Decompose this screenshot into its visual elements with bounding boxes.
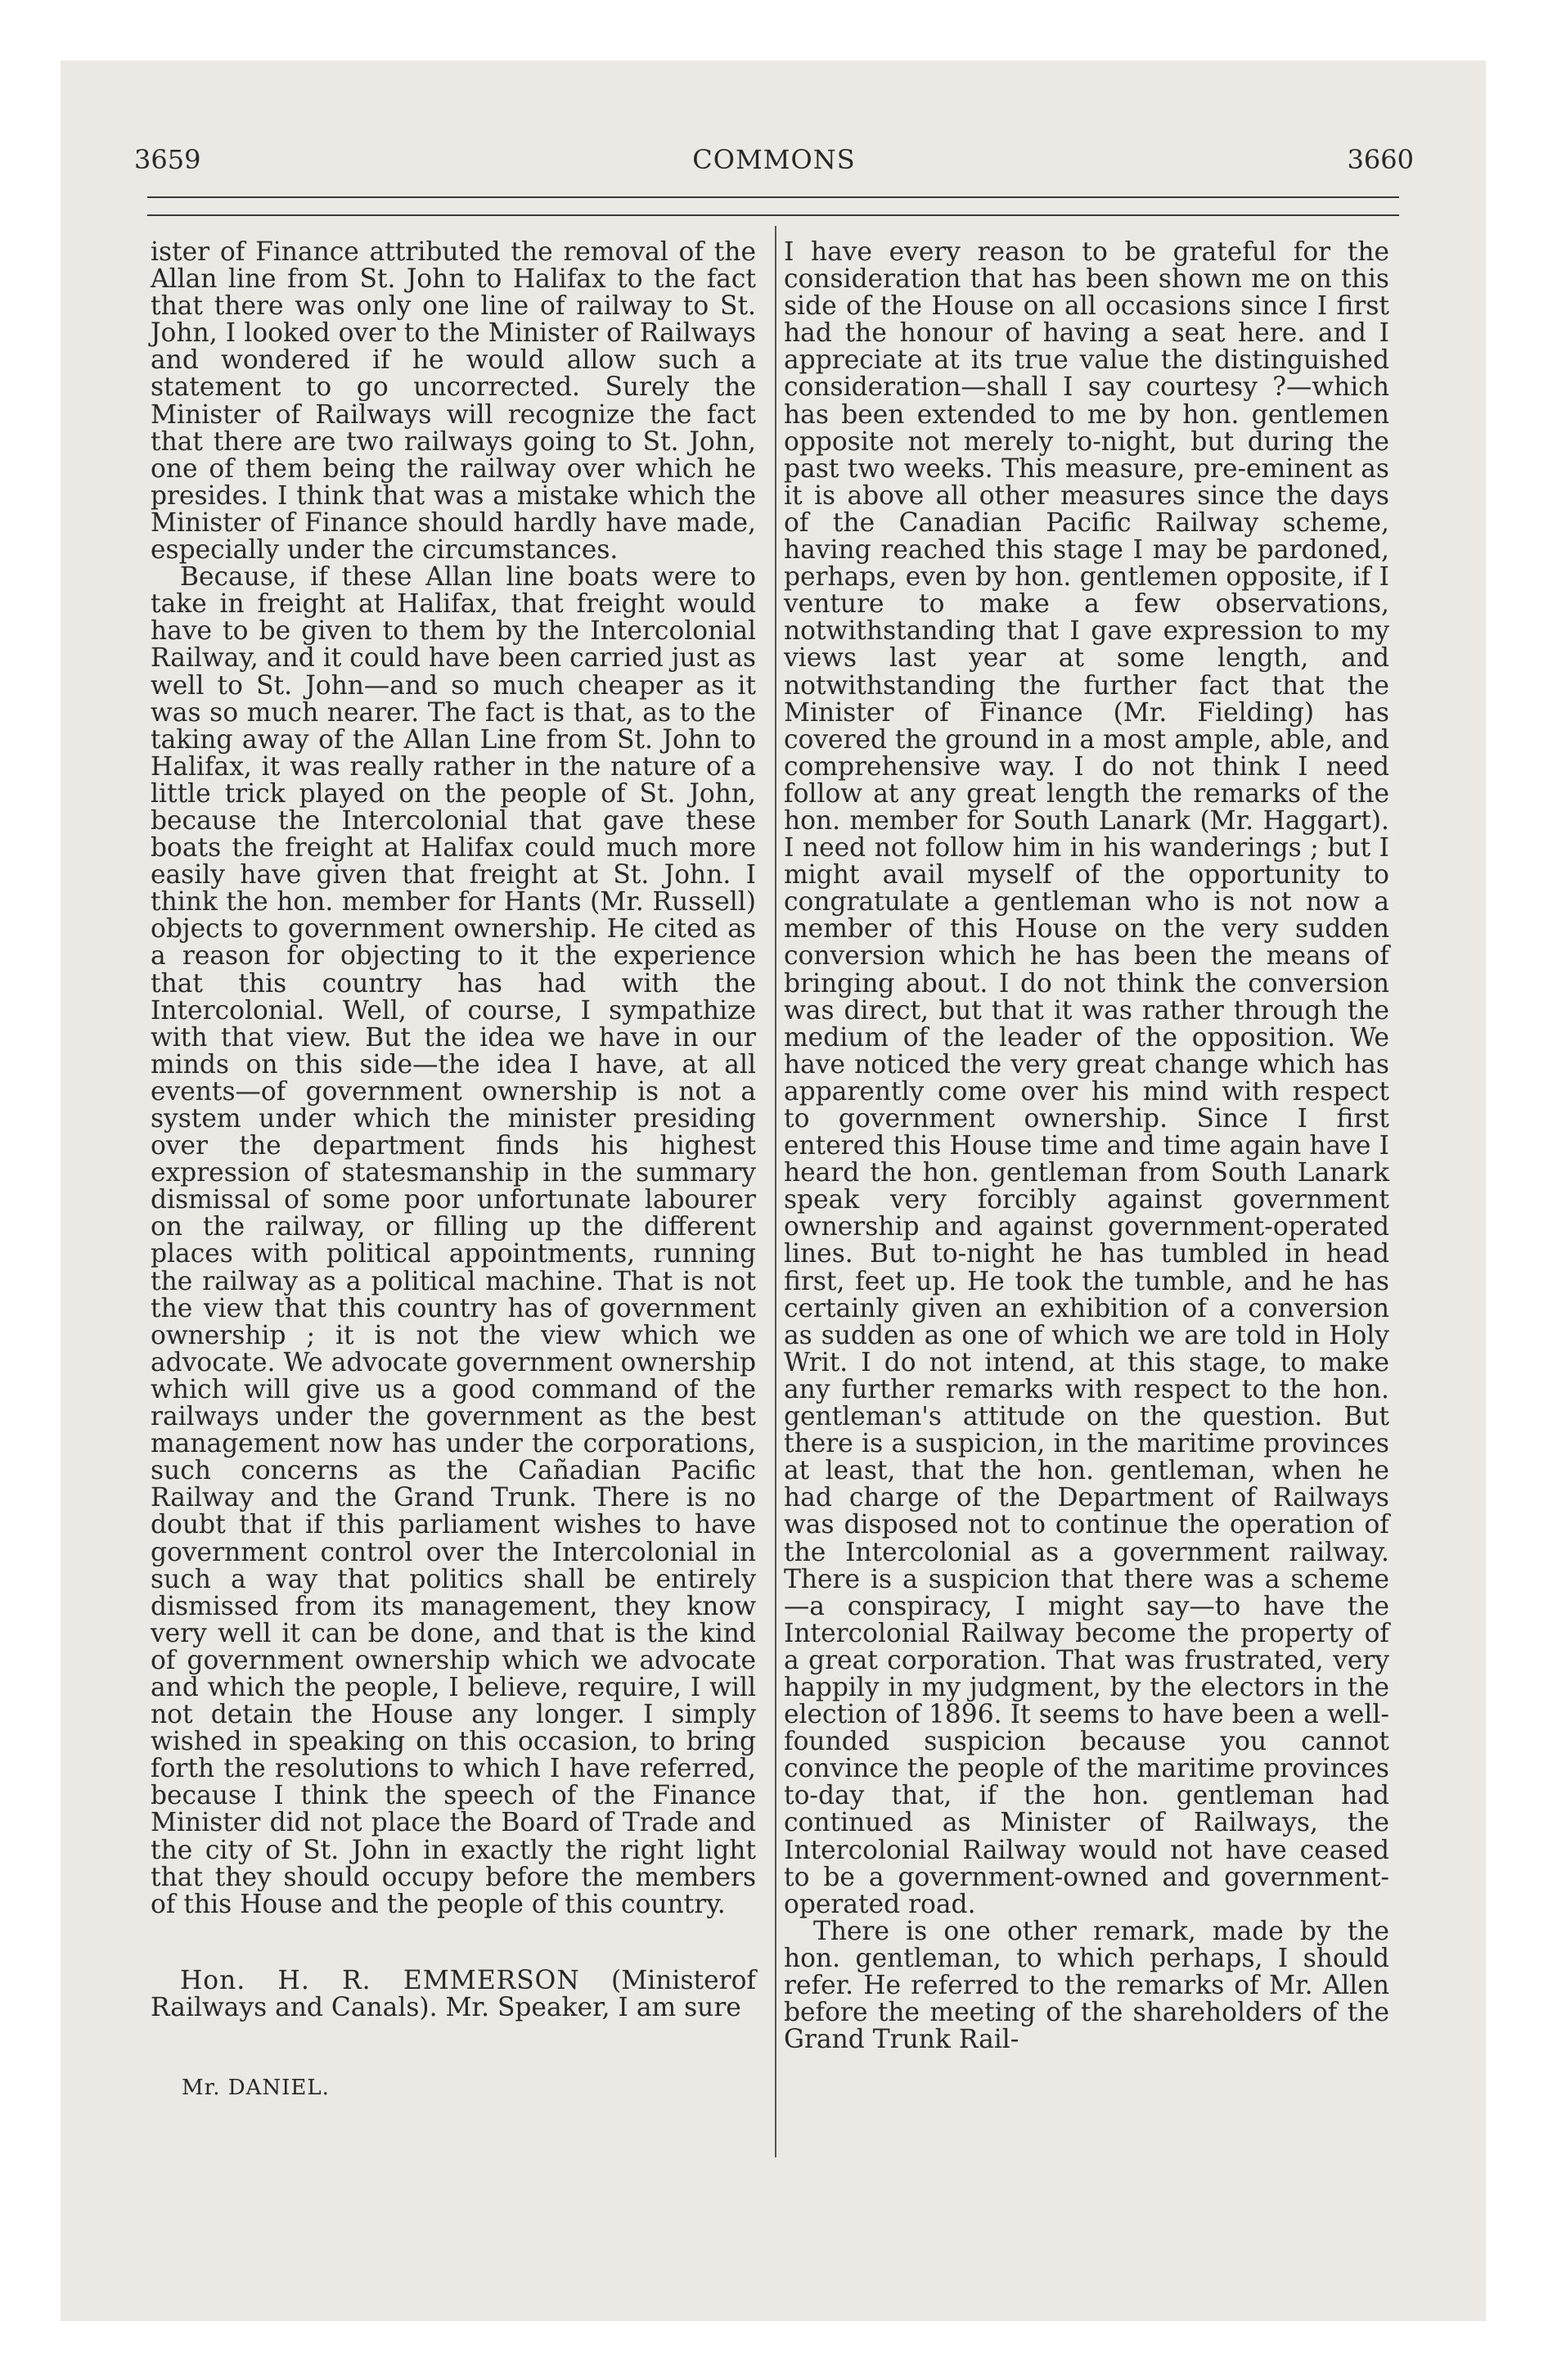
header-rule	[147, 196, 1399, 198]
speaker-text: (Ministerof Railways and Canals). Mr. Speaker, I am sure	[151, 1965, 756, 2022]
speaker-name: Hon. H. R. EMMERSON	[180, 1965, 580, 1995]
footer-name: Mr. DANIEL.	[182, 2076, 330, 2100]
speaker-paragraph	[151, 1965, 756, 2022]
left-paragraph-1: ister of Finance attributed the removal of the Allan line from St. John to Halifax to the fact that there was only one line of railway to St. John, I looked over to the Minister of Railways and wondered if he would allow such a statement to go uncorrected. Surely the Minister of Railways will recognize the fact that there are two railways going to St. John, one of them being the railway over which he presides. I think that was a mistake which the Minister of Finance should hardly have made, especially under the circumstances.	[151, 237, 756, 566]
header-rule-lower	[147, 214, 1399, 216]
column-divider	[775, 226, 776, 2157]
right-column	[784, 239, 1389, 2053]
left-column	[151, 239, 756, 2022]
left-page-number: 3659	[134, 144, 201, 175]
left-paragraph-2: Because, if these Allan line boats were to take in freight at Halifax, that freight would have to be given to them by the Intercolonial Railway, and it could have been carried just as well to St. John—and so much cheaper as it was so much nearer. The fact is that, as to the taking away of the Allan Line from St. John to Halifax, it was really rather in the nature of a little trick played on the people of St. John, because the Intercolonial that gave these boats the freight at Halifax could much more easily have given that freight at St. John. I think the hon. member for Hants (Mr. Russell) objects to government ownership. He cited as a reason for objecting to it the experience that this country has had with the Intercolonial. Well, of course, I sympathize with that view. But the idea we have in our minds on this side—the idea I have, at all events—of government ownership is not a system under which the minister presiding over the department finds his highest expression of statesmanship in the summary dismissal of some poor unfortunate labourer on the railway, or filling up the different places with political appointments, running the railway as a political machine. That is not the view that this country has of government ownership ; it is not the view which we advocate. We advocate government ownership which will give us a good command of the railways under the government as the best management now has under the corporations, such concerns as the Cañadian Pacific Railway and the Grand Trunk. There is no doubt that if this parliament wishes to have government control over the Intercolonial in such a way that politics shall be entirely dismissed from its management, they know very well it can be done, and that is the kind of government ownership which we advocate and which the people, I believe, require, I will not detain the House any longer. I simply wished in speaking on this occasion, to bring forth the resolutions to which I have referred, because I think the speech of the Finance Minister did not place the Board of Trade and the city of St. John in exactly the right light that they should occupy before the members of this House and the people of this country.	[151, 562, 756, 1919]
right-paragraph-1: I have every reason to be grateful for the consideration that has been shown me on this side of the House on all occasions since I first had the honour of having a seat here. and I appreciate at its true value the distinguished consideration—shall I say courtesy ?—which has been extended to me by hon. gentlemen opposite not merely to-night, but during the past two weeks. This measure, pre-eminent as it is above all other measures since the days of the Canadian Pacific Railway scheme, having reached this stage I may be pardoned, perhaps, even by hon. gentlemen opposite, if I venture to make a few observations, notwithstanding that I gave expression to my views last year at some length, and notwithstanding the further fact that the Minister of Finance (Mr. Fielding) has covered the ground in a most ample, able, and comprehensive way. I do not think I need follow at any great length the remarks of the hon. member for South Lanark (Mr. Haggart). I need not follow him in his wanderings ; but I might avail myself of the opportunity to congratulate a gentleman who is not now a member of this House on the very sudden conversion which he has been the means of bringing about. I do not think the conversion was direct, but that it was rather through the medium of the leader of the opposition. We have noticed the very great change which has apparently come over his mind with respect to government ownership. Since I first entered this House time and time again have I heard the hon. gentleman from South Lanark speak very forcibly against government ownership and against government-operated lines. But to-night he has tumbled in head first, feet up. He took the tumble, and he has certainly given an exhibition of a conversion as sudden as one of which we are told in Holy Writ. I do not intend, at this stage, to make any further remarks with respect to the hon. gentleman's attitude on the question. But there is a suspicion, in the maritime provinces at least, that the hon. gentleman, when he had charge of the Department of Railways was disposed not to continue the operation of the Intercolonial as a government railway. There is a suspicion that there was a scheme —a conspiracy, I might say—to have the Intercolonial Railway become the property of a great corporation. That was frustrated, very happily in my judgment, by the electors in the election of 1896. It seems to have been a well-founded suspicion because you cannot convince the people of the maritime provinces to-day that, if the hon. gentleman had continued as Minister of Railways, the Intercolonial Railway would not have ceased to be a government-owned and government-operated road.	[784, 237, 1389, 1919]
page-header	[110, 144, 1438, 185]
right-page-number: 3660	[1347, 144, 1414, 175]
running-title: COMMONS	[692, 144, 856, 175]
right-paragraph-2: There is one other remark, made by the hon. gentleman, to which perhaps, I should refer. He referred to the remarks of Mr. Allen before the meeting of the shareholders of the Grand Trunk Rail-	[784, 1916, 1389, 2055]
